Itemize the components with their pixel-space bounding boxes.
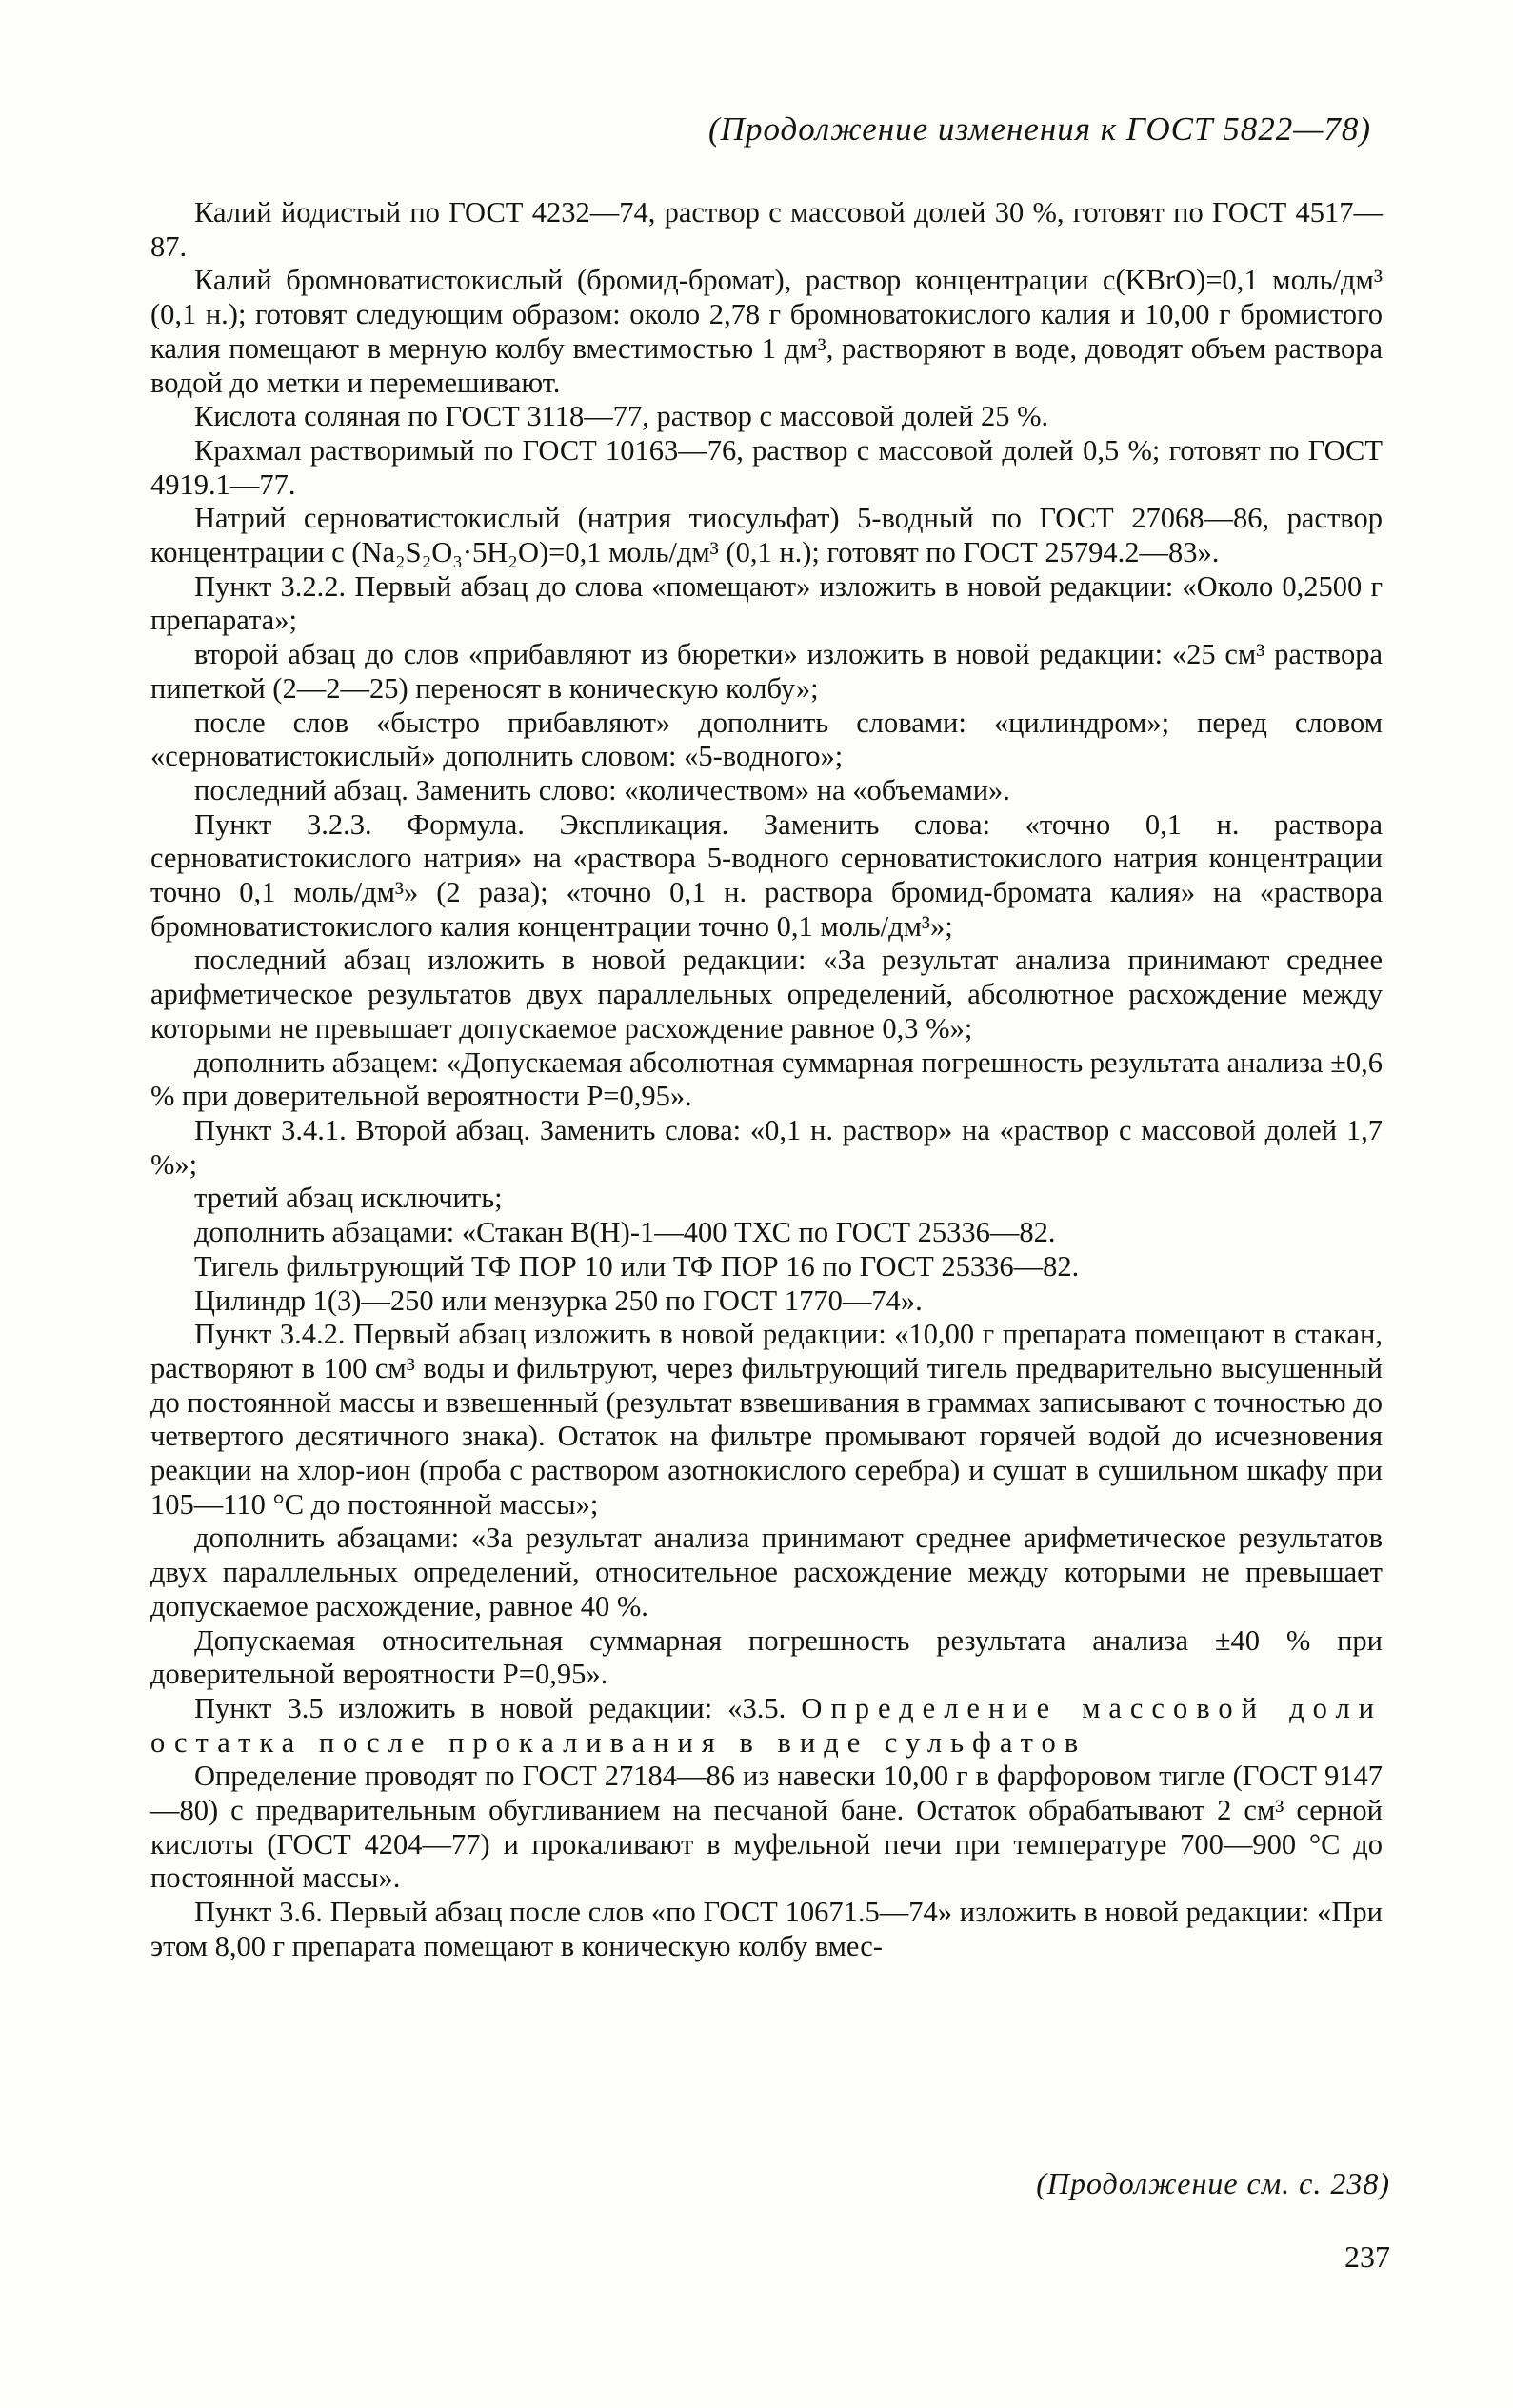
paragraph: Натрий серноватистокислый (натрия тиосульфат) 5-водный по ГОСТ 27068—86, раствор концентрации c (Na₂S₂O₃·5H₂O)=0,1 моль/дм³ (0,1 н.); готовят по ГОСТ 25794.2—83».	[150, 502, 1383, 569]
paragraph: второй абзац до слов «прибавляют из бюретки» изложить в новой редакции: «25 см³ раствора пипеткой (2—2—25) переносят в коническую колбу»;	[150, 638, 1383, 705]
paragraph: Крахмал растворимый по ГОСТ 10163—76, раствор с массовой долей 0,5 %; готовят по ГОСТ 4919.1—77.	[150, 433, 1383, 501]
paragraph: третий абзац исключить;	[194, 1182, 503, 1215]
paragraph: последний абзац изложить в новой редакции: «За результат анализа принимают среднее арифметическое результатов двух параллельных определений, абсолютное расхождение между которыми не превышает допускаемое расхождение равное 0,3 %»;	[150, 944, 1383, 1045]
section-3-5-paragraph	[150, 1692, 1383, 1760]
paragraph: Тигель фильтрующий ТФ ПОР 10 или ТФ ПОР 16 по ГОСТ 25336—82.	[194, 1249, 1080, 1283]
paragraph-group	[150, 196, 1383, 1692]
paragraph: Калий йодистый по ГОСТ 4232—74, раствор с массовой долей 30 %, готовят по ГОСТ 4517—87.	[150, 196, 1383, 263]
paragraph: Пункт 3.4.2. Первый абзац изложить в новой редакции: «10,00 г препарата помещают в стакан, растворяют в 100 см³ воды и фильтруют, через фильтрующий тигель предварительно высушенный до постоянной массы и взвешенный (результат взвешивания в граммах записывают с точностью до четвертого десятичного знака). Остаток на фильтре промывают горячей водой до исчезновения реакции на хлор-ион (проба с раствором азотнокислого серебра) и сушат в сушильном шкафу при 105—110 °С до постоянной массы»;	[150, 1318, 1383, 1521]
page-number: 237	[1344, 2239, 1390, 2274]
paragraph: дополнить абзацами: «За результат анализа принимают среднее арифметическое результатов двух параллельных определений, относительное расхождение между которыми не превышает допускаемое расхождение, равное 40 %.	[150, 1522, 1383, 1622]
paragraph-group-after	[150, 1760, 1383, 1963]
page-header: (Продолжение изменения к ГОСТ 5822—78)	[708, 110, 1371, 148]
paragraph: Цилиндр 1(3)—250 или мензурка 250 по ГОСТ 1770—74».	[194, 1284, 923, 1317]
paragraph: последний абзац. Заменить слово: «количеством» на «объемами».	[194, 773, 1010, 806]
paragraph: Пункт 3.2.2. Первый абзац до слова «помещают» изложить в новой редакции: «Около 0,2500 г препарата»;	[150, 569, 1383, 637]
continuation-note: (Продолжение см. с. 238)	[1036, 2166, 1390, 2200]
section-3-5-heading: Определение массовой доли остатка после прокаливания в виде сульфатов	[150, 1691, 1384, 1759]
paragraph: Определение проводят по ГОСТ 27184—86 из навески 10,00 г в фарфоровом тигле (ГОСТ 9147—80) с предварительным обугливанием на песчаной бане. Остаток обрабатывают 2 см³ серной кислоты (ГОСТ 4204—77) и прокаливают в муфельной печи при температуре 700—900 °С до постоянной массы».	[150, 1760, 1383, 1895]
paragraph: Кислота соляная по ГОСТ 3118—77, раствор с массовой долей 25 %.	[194, 400, 1049, 433]
document-body	[150, 196, 1383, 1964]
paragraph: Калий бромноватистокислый (бромид-бромат), раствор концентрации c(KBrO)=0,1 моль/дм³ (0,1 н.); готовят следующим образом: около 2,78 г бромноватокислого калия и 10,00 г бромистого калия помещают в мерную колбу вместимостью 1 дм³, растворяют в воде, доводят объем раствора водой до метки и перемешивают.	[150, 264, 1383, 399]
paragraph: Пункт 3.2.3. Формула. Экспликация. Заменить слова: «точно 0,1 н. раствора серноватистокислого натрия» на «раствора 5-водного серноватистокислого натрия концентрации точно 0,1 моль/дм³» (2 раза); «точно 0,1 н. раствора бромид-бромата калия» на «раствора бромноватистокислого калия концентрации точно 0,1 моль/дм³»;	[150, 807, 1383, 943]
paragraph: Пункт 3.6. Первый абзац после слов «по ГОСТ 10671.5—74» изложить в новой редакции: «При этом 8,00 г препарата помещают в коническую колбу вмес-	[150, 1896, 1383, 1962]
paragraph: дополнить абзацами: «Стакан В(Н)-1—400 ТХС по ГОСТ 25336—82.	[194, 1216, 1056, 1249]
paragraph: дополнить абзацем: «Допускаемая абсолютная суммарная погрешность результата анализа ±0,6 % при доверительной вероятности P=0,95».	[150, 1045, 1383, 1113]
paragraph: Допускаемая относительная суммарная погрешность результата анализа ±40 % при доверительной вероятности P=0,95».	[150, 1623, 1383, 1691]
section-3-5-prefix: Пункт 3.5 изложить в новой редакции: «3.5.	[194, 1691, 802, 1724]
paragraph: Пункт 3.4.1. Второй абзац. Заменить слова: «0,1 н. раствор» на «раствор с массовой долей 1,7 %»;	[150, 1113, 1383, 1181]
paragraph: после слов «быстро прибавляют» дополнить словами: «цилиндром»; перед словом «серноватистокислый» дополнить словом: «5-водного»;	[150, 706, 1383, 773]
